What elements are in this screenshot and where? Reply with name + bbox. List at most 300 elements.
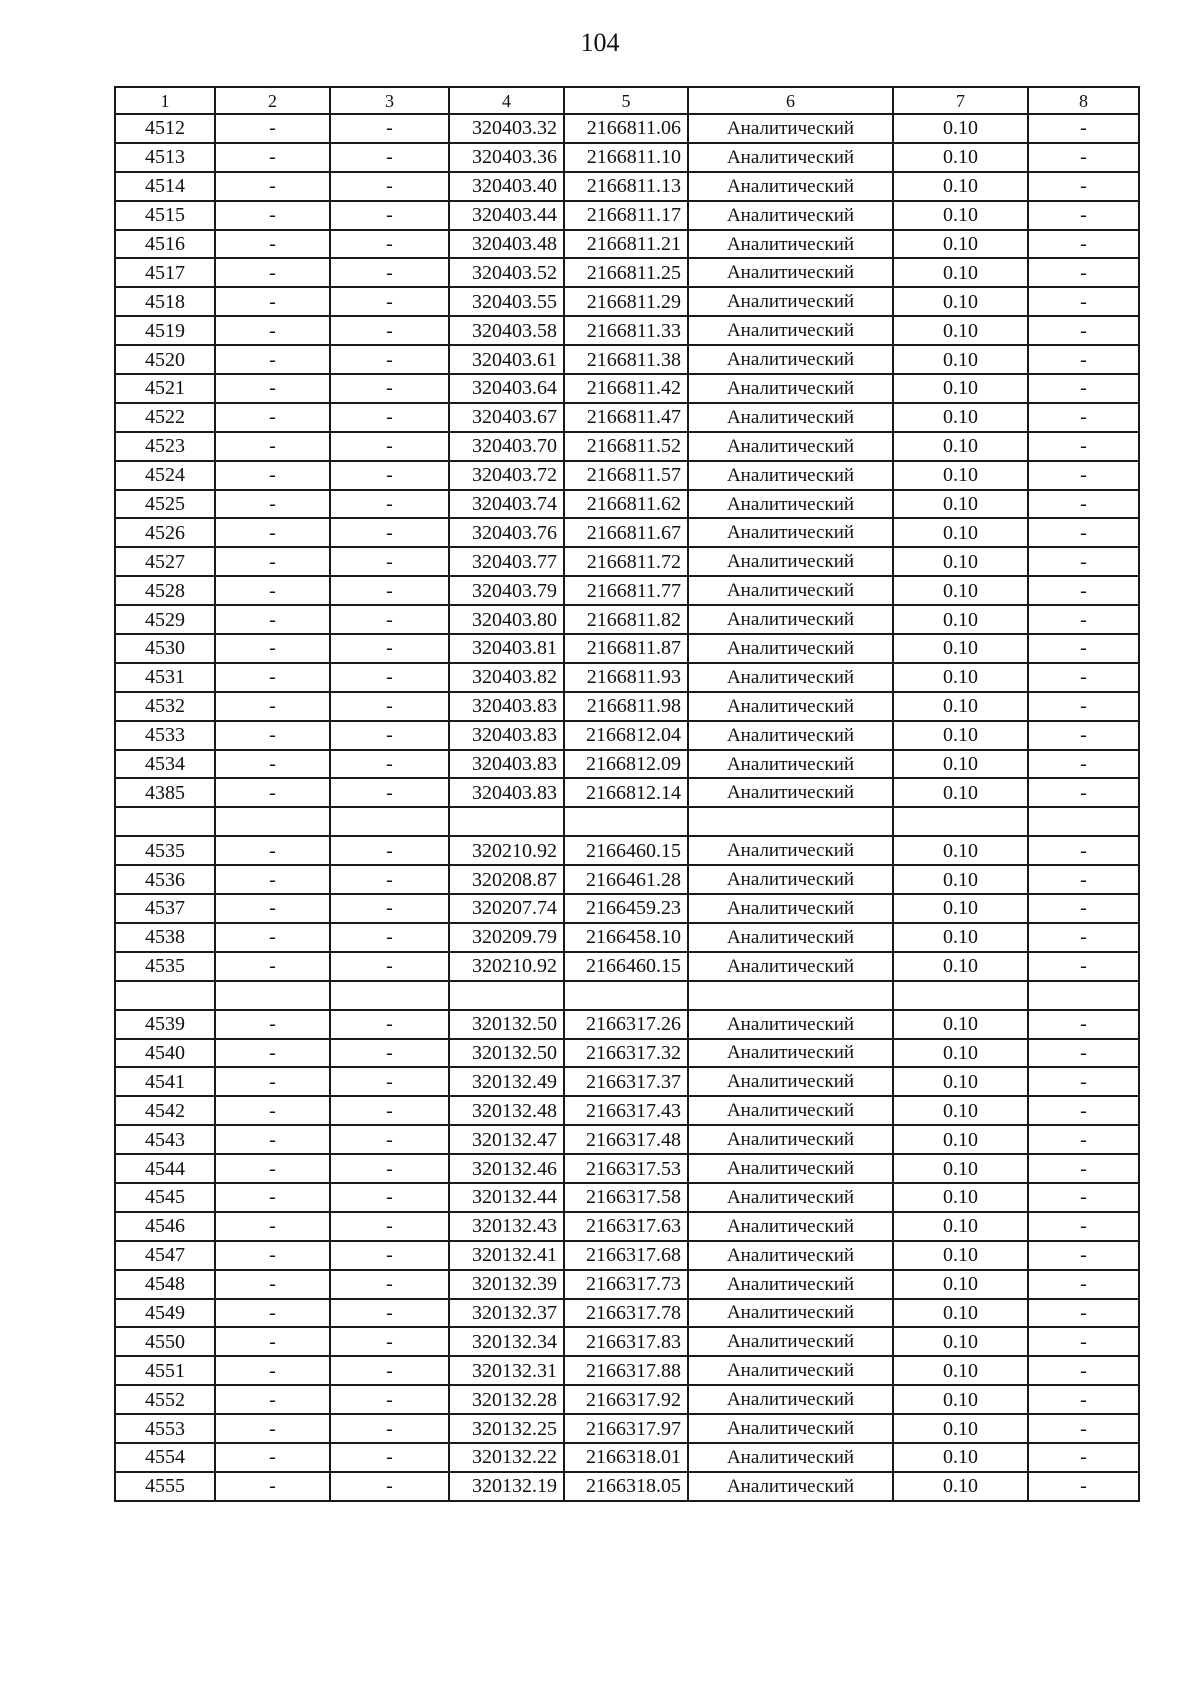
column-2-cell: - [215,1241,330,1270]
table-row [115,1443,1139,1472]
table-row [115,923,1139,952]
point-number-cell: 4553 [115,1414,215,1443]
table-row [115,1183,1139,1212]
column-2-cell: - [215,316,330,345]
accuracy-cell: 0.10 [893,403,1028,432]
column-2-cell: - [215,1356,330,1385]
x-coordinate-cell: 320403.55 [449,287,564,316]
x-coordinate-cell: 320403.83 [449,721,564,750]
point-number-cell: 4525 [115,490,215,519]
column-2-cell: - [215,1183,330,1212]
table-row [115,201,1139,230]
column-header: 2 [215,87,330,114]
table-row [115,1212,1139,1241]
column-2-cell: - [215,952,330,981]
y-coordinate-cell: 2166317.32 [564,1039,688,1068]
x-coordinate-cell: 320403.76 [449,518,564,547]
column-2-cell: - [215,721,330,750]
y-coordinate-cell: 2166460.15 [564,836,688,865]
y-coordinate-cell: 2166812.14 [564,778,688,807]
column-8-cell: - [1028,316,1139,345]
y-coordinate-cell: 2166811.17 [564,201,688,230]
method-cell [688,981,893,1010]
table-row [115,836,1139,865]
column-8-cell: - [1028,692,1139,721]
accuracy-cell: 0.10 [893,1327,1028,1356]
method-cell: Аналитический [688,461,893,490]
x-coordinate-cell: 320403.81 [449,634,564,663]
table-row [115,605,1139,634]
y-coordinate-cell: 2166811.06 [564,114,688,143]
method-cell: Аналитический [688,663,893,692]
x-coordinate-cell: 320132.50 [449,1010,564,1039]
column-2-cell: - [215,750,330,779]
x-coordinate-cell: 320403.83 [449,750,564,779]
column-3-cell: - [330,287,449,316]
column-8-cell: - [1028,778,1139,807]
accuracy-cell: 0.10 [893,461,1028,490]
column-2-cell: - [215,1096,330,1125]
column-3-cell: - [330,923,449,952]
table-row [115,230,1139,259]
y-coordinate-cell: 2166317.88 [564,1356,688,1385]
point-number-cell: 4549 [115,1299,215,1328]
accuracy-cell: 0.10 [893,894,1028,923]
point-number-cell: 4531 [115,663,215,692]
column-2-cell: - [215,576,330,605]
column-2-cell: - [215,1212,330,1241]
column-8-cell: - [1028,750,1139,779]
accuracy-cell: 0.10 [893,287,1028,316]
column-8-cell: - [1028,1183,1139,1212]
column-3-cell: - [330,663,449,692]
point-number-cell: 4541 [115,1067,215,1096]
column-3-cell: - [330,547,449,576]
y-coordinate-cell: 2166812.04 [564,721,688,750]
x-coordinate-cell: 320132.37 [449,1299,564,1328]
column-8-cell: - [1028,1010,1139,1039]
point-number-cell: 4540 [115,1039,215,1068]
column-header: 3 [330,87,449,114]
column-3-cell [330,981,449,1010]
column-8-cell: - [1028,547,1139,576]
accuracy-cell: 0.10 [893,836,1028,865]
point-number-cell: 4535 [115,836,215,865]
accuracy-cell: 0.10 [893,1385,1028,1414]
point-number-cell: 4536 [115,865,215,894]
table-row [115,1154,1139,1183]
column-2-cell: - [215,1154,330,1183]
method-cell: Аналитический [688,490,893,519]
y-coordinate-cell: 2166811.82 [564,605,688,634]
column-3-cell: - [330,605,449,634]
table-row [115,1299,1139,1328]
x-coordinate-cell: 320403.67 [449,403,564,432]
y-coordinate-cell: 2166317.26 [564,1010,688,1039]
column-8-cell: - [1028,432,1139,461]
y-coordinate-cell: 2166811.93 [564,663,688,692]
table-row [115,547,1139,576]
x-coordinate-cell: 320403.52 [449,258,564,287]
column-2-cell: - [215,1067,330,1096]
column-3-cell: - [330,1443,449,1472]
column-3-cell: - [330,1039,449,1068]
table-row [115,663,1139,692]
method-cell: Аналитический [688,1212,893,1241]
accuracy-cell: 0.10 [893,374,1028,403]
method-cell: Аналитический [688,1125,893,1154]
y-coordinate-cell: 2166811.13 [564,172,688,201]
x-coordinate-cell: 320132.25 [449,1414,564,1443]
column-3-cell: - [330,172,449,201]
x-coordinate-cell: 320403.70 [449,432,564,461]
accuracy-cell: 0.10 [893,576,1028,605]
column-8-cell: - [1028,1270,1139,1299]
column-8-cell: - [1028,1385,1139,1414]
accuracy-cell: 0.10 [893,172,1028,201]
column-8-cell: - [1028,201,1139,230]
accuracy-cell: 0.10 [893,1414,1028,1443]
table-row [115,1039,1139,1068]
column-3-cell: - [330,1096,449,1125]
method-cell: Аналитический [688,778,893,807]
column-2-cell: - [215,1472,330,1501]
column-2-cell: - [215,114,330,143]
x-coordinate-cell: 320403.77 [449,547,564,576]
column-3-cell: - [330,316,449,345]
accuracy-cell: 0.10 [893,547,1028,576]
column-3-cell: - [330,403,449,432]
method-cell: Аналитический [688,1010,893,1039]
method-cell: Аналитический [688,750,893,779]
accuracy-cell: 0.10 [893,692,1028,721]
point-number-cell: 4385 [115,778,215,807]
column-8-cell: - [1028,721,1139,750]
point-number-cell: 4545 [115,1183,215,1212]
x-coordinate-cell: 320403.44 [449,201,564,230]
column-3-cell: - [330,721,449,750]
method-cell: Аналитический [688,1270,893,1299]
table-row [115,1327,1139,1356]
accuracy-cell: 0.10 [893,952,1028,981]
table-row [115,750,1139,779]
column-8-cell: - [1028,518,1139,547]
accuracy-cell: 0.10 [893,634,1028,663]
method-cell: Аналитический [688,316,893,345]
accuracy-cell: 0.10 [893,1270,1028,1299]
column-8-cell: - [1028,345,1139,374]
column-3-cell: - [330,865,449,894]
table-header-row [115,87,1139,114]
accuracy-cell: 0.10 [893,1356,1028,1385]
accuracy-cell: 0.10 [893,432,1028,461]
y-coordinate-cell: 2166811.57 [564,461,688,490]
table-row [115,518,1139,547]
y-coordinate-cell [564,981,688,1010]
method-cell: Аналитический [688,1299,893,1328]
point-number-cell: 4555 [115,1472,215,1501]
x-coordinate-cell: 320403.74 [449,490,564,519]
method-cell: Аналитический [688,923,893,952]
column-3-cell: - [330,114,449,143]
accuracy-cell: 0.10 [893,605,1028,634]
column-8-cell: - [1028,894,1139,923]
column-3-cell: - [330,1125,449,1154]
x-coordinate-cell: 320132.31 [449,1356,564,1385]
x-coordinate-cell: 320208.87 [449,865,564,894]
y-coordinate-cell: 2166811.62 [564,490,688,519]
method-cell: Аналитический [688,1385,893,1414]
column-3-cell: - [330,461,449,490]
point-number-cell: 4535 [115,952,215,981]
table-row [115,1270,1139,1299]
column-8-cell: - [1028,114,1139,143]
table-row [115,778,1139,807]
accuracy-cell: 0.10 [893,1212,1028,1241]
point-number-cell: 4533 [115,721,215,750]
y-coordinate-cell: 2166459.23 [564,894,688,923]
point-number-cell: 4543 [115,1125,215,1154]
point-number-cell: 4532 [115,692,215,721]
table-row [115,172,1139,201]
x-coordinate-cell: 320403.80 [449,605,564,634]
point-number-cell: 4538 [115,923,215,952]
column-3-cell: - [330,1183,449,1212]
y-coordinate-cell: 2166458.10 [564,923,688,952]
x-coordinate-cell: 320132.22 [449,1443,564,1472]
column-3-cell: - [330,1385,449,1414]
method-cell: Аналитический [688,518,893,547]
column-2-cell: - [215,692,330,721]
column-2-cell: - [215,345,330,374]
method-cell: Аналитический [688,576,893,605]
x-coordinate-cell [449,807,564,836]
x-coordinate-cell: 320403.61 [449,345,564,374]
column-header: 5 [564,87,688,114]
column-3-cell [330,807,449,836]
column-8-cell: - [1028,1241,1139,1270]
method-cell: Аналитический [688,1154,893,1183]
table-row [115,1356,1139,1385]
y-coordinate-cell: 2166811.77 [564,576,688,605]
column-2-cell: - [215,461,330,490]
y-coordinate-cell: 2166812.09 [564,750,688,779]
accuracy-cell: 0.10 [893,490,1028,519]
y-coordinate-cell: 2166317.68 [564,1241,688,1270]
accuracy-cell: 0.10 [893,1443,1028,1472]
accuracy-cell: 0.10 [893,201,1028,230]
column-3-cell: - [330,1327,449,1356]
table-row [115,1241,1139,1270]
accuracy-cell: 0.10 [893,778,1028,807]
method-cell: Аналитический [688,172,893,201]
x-coordinate-cell: 320209.79 [449,923,564,952]
y-coordinate-cell: 2166811.67 [564,518,688,547]
column-2-cell: - [215,894,330,923]
x-coordinate-cell: 320403.36 [449,143,564,172]
y-coordinate-cell: 2166811.10 [564,143,688,172]
x-coordinate-cell: 320403.58 [449,316,564,345]
column-3-cell: - [330,518,449,547]
x-coordinate-cell: 320132.39 [449,1270,564,1299]
method-cell: Аналитический [688,114,893,143]
column-8-cell: - [1028,1472,1139,1501]
column-2-cell: - [215,836,330,865]
method-cell: Аналитический [688,1414,893,1443]
point-number-cell: 4524 [115,461,215,490]
column-2-cell: - [215,201,330,230]
point-number-cell: 4521 [115,374,215,403]
point-number-cell: 4528 [115,576,215,605]
column-8-cell: - [1028,1039,1139,1068]
accuracy-cell: 0.10 [893,1299,1028,1328]
column-8-cell: - [1028,1154,1139,1183]
y-coordinate-cell: 2166317.78 [564,1299,688,1328]
y-coordinate-cell: 2166811.21 [564,230,688,259]
column-2-cell: - [215,1299,330,1328]
table-row [115,721,1139,750]
column-2-cell: - [215,172,330,201]
accuracy-cell: 0.10 [893,1154,1028,1183]
method-cell: Аналитический [688,287,893,316]
method-cell: Аналитический [688,1183,893,1212]
column-3-cell: - [330,750,449,779]
y-coordinate-cell: 2166811.29 [564,287,688,316]
x-coordinate-cell [449,981,564,1010]
column-3-cell: - [330,894,449,923]
column-3-cell: - [330,1414,449,1443]
column-2-cell: - [215,1125,330,1154]
y-coordinate-cell: 2166317.37 [564,1067,688,1096]
table-row [115,1385,1139,1414]
column-8-cell: - [1028,1327,1139,1356]
point-number-cell: 4517 [115,258,215,287]
x-coordinate-cell: 320207.74 [449,894,564,923]
y-coordinate-cell: 2166811.98 [564,692,688,721]
column-8-cell [1028,807,1139,836]
method-cell: Аналитический [688,1096,893,1125]
table-row [115,316,1139,345]
column-2-cell: - [215,1443,330,1472]
column-2-cell: - [215,663,330,692]
method-cell: Аналитический [688,345,893,374]
column-8-cell: - [1028,1299,1139,1328]
table-row [115,258,1139,287]
method-cell: Аналитический [688,1039,893,1068]
y-coordinate-cell: 2166317.83 [564,1327,688,1356]
point-number-cell: 4537 [115,894,215,923]
point-number-cell [115,807,215,836]
point-number-cell: 4529 [115,605,215,634]
column-8-cell: - [1028,923,1139,952]
accuracy-cell: 0.10 [893,1472,1028,1501]
y-coordinate-cell: 2166317.63 [564,1212,688,1241]
x-coordinate-cell: 320210.92 [449,952,564,981]
column-8-cell: - [1028,865,1139,894]
accuracy-cell: 0.10 [893,345,1028,374]
column-8-cell: - [1028,605,1139,634]
method-cell: Аналитический [688,143,893,172]
table-row [115,692,1139,721]
method-cell: Аналитический [688,634,893,663]
method-cell: Аналитический [688,836,893,865]
column-8-cell: - [1028,374,1139,403]
table-row [115,143,1139,172]
accuracy-cell [893,807,1028,836]
table-row [115,432,1139,461]
column-8-cell: - [1028,490,1139,519]
y-coordinate-cell: 2166317.43 [564,1096,688,1125]
table-row [115,1414,1139,1443]
method-cell: Аналитический [688,1067,893,1096]
point-number-cell: 4519 [115,316,215,345]
method-cell: Аналитический [688,952,893,981]
column-3-cell: - [330,1356,449,1385]
column-3-cell: - [330,201,449,230]
y-coordinate-cell: 2166317.73 [564,1270,688,1299]
accuracy-cell: 0.10 [893,1039,1028,1068]
column-8-cell: - [1028,1414,1139,1443]
method-cell: Аналитический [688,432,893,461]
column-3-cell: - [330,1212,449,1241]
column-2-cell: - [215,432,330,461]
x-coordinate-cell: 320403.83 [449,778,564,807]
x-coordinate-cell: 320132.49 [449,1067,564,1096]
method-cell: Аналитический [688,1443,893,1472]
y-coordinate-cell: 2166811.42 [564,374,688,403]
column-2-cell: - [215,490,330,519]
point-number-cell: 4546 [115,1212,215,1241]
column-8-cell: - [1028,230,1139,259]
point-number-cell: 4513 [115,143,215,172]
table-row [115,1472,1139,1501]
x-coordinate-cell: 320403.83 [449,692,564,721]
y-coordinate-cell: 2166811.72 [564,547,688,576]
column-header: 4 [449,87,564,114]
column-header: 6 [688,87,893,114]
x-coordinate-cell: 320403.40 [449,172,564,201]
column-3-cell: - [330,1241,449,1270]
method-cell: Аналитический [688,374,893,403]
y-coordinate-cell: 2166317.92 [564,1385,688,1414]
x-coordinate-cell: 320132.48 [449,1096,564,1125]
x-coordinate-cell: 320403.82 [449,663,564,692]
accuracy-cell: 0.10 [893,663,1028,692]
column-2-cell: - [215,1270,330,1299]
x-coordinate-cell: 320403.32 [449,114,564,143]
x-coordinate-cell: 320132.19 [449,1472,564,1501]
table-row [115,807,1139,836]
column-3-cell: - [330,490,449,519]
column-8-cell: - [1028,1125,1139,1154]
table-row [115,952,1139,981]
x-coordinate-cell: 320132.43 [449,1212,564,1241]
column-3-cell: - [330,1154,449,1183]
y-coordinate-cell: 2166811.33 [564,316,688,345]
y-coordinate-cell: 2166317.53 [564,1154,688,1183]
accuracy-cell: 0.10 [893,1096,1028,1125]
method-cell: Аналитический [688,230,893,259]
accuracy-cell: 0.10 [893,518,1028,547]
point-number-cell [115,981,215,1010]
method-cell: Аналитический [688,1472,893,1501]
y-coordinate-cell: 2166811.47 [564,403,688,432]
point-number-cell: 4523 [115,432,215,461]
table-row [115,490,1139,519]
column-3-cell: - [330,634,449,663]
point-number-cell: 4512 [115,114,215,143]
table-row [115,1067,1139,1096]
